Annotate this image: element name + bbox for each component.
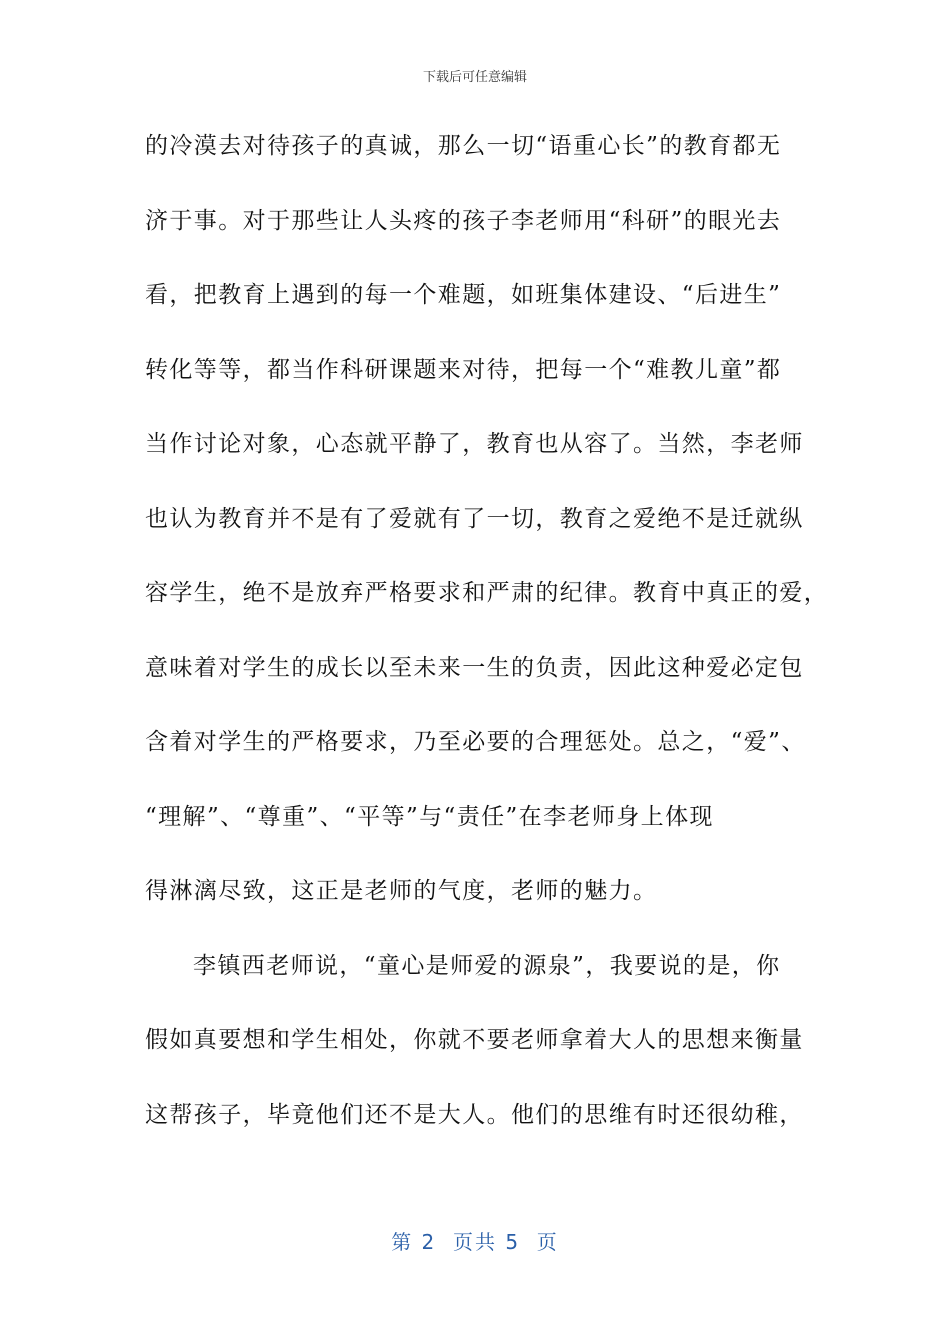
page-header: 下载后可任意编辑 <box>422 70 527 85</box>
text-line: 这帮孩子，毕竟他们还不是大人。他们的思维有时还很幼稚， <box>145 1101 804 1128</box>
text-line: 看，把教育上遇到的每一个难题，如班集体建设、“后进生” <box>145 282 782 308</box>
text-line: 得淋漓尽致，这正是老师的气度，老师的魅力。 <box>145 878 658 904</box>
paragraph-start-line: 李镇西老师说，“童心是师爱的源泉”，我要说的是，你 <box>193 952 781 979</box>
text-line: 容学生，绝不是放弃严格要求和严肃的纪律。教育中真正的爱， <box>145 580 829 606</box>
text-line: 意味着对学生的成长以至未来一生的负责，因此这种爱必定包 <box>145 654 804 681</box>
text-line: 济于事。对于那些让人头疼的孩子李老师用“科研”的眼光去 <box>145 207 782 234</box>
page-number-footer <box>0 1226 950 1255</box>
text-line: 也认为教育并不是有了爱就有了一切，教育之爱绝不是迁就纵 <box>145 505 804 532</box>
text-line: 当作讨论对象，心态就平静了，教育也从容了。当然，李老师 <box>145 431 804 457</box>
page-number-text: 第 2 页共 5 页 <box>391 1230 559 1254</box>
text-line: 的冷漠去对待孩子的真诚，那么一切“语重心长”的教育都无 <box>145 133 782 159</box>
text-line: 假如真要想和学生相处，你就不要老师拿着大人的思想来衡量 <box>145 1027 804 1053</box>
text-line: 含着对学生的严格要求，乃至必要的合理惩处。总之，“爱”、 <box>145 729 806 755</box>
text-line: 转化等等，都当作科研课题来对待，把每一个“难教儿童”都 <box>145 356 782 383</box>
text-line: “理解”、“尊重”、“平等”与“责任”在李老师身上体现 <box>145 803 714 830</box>
body-text <box>145 124 829 1167</box>
